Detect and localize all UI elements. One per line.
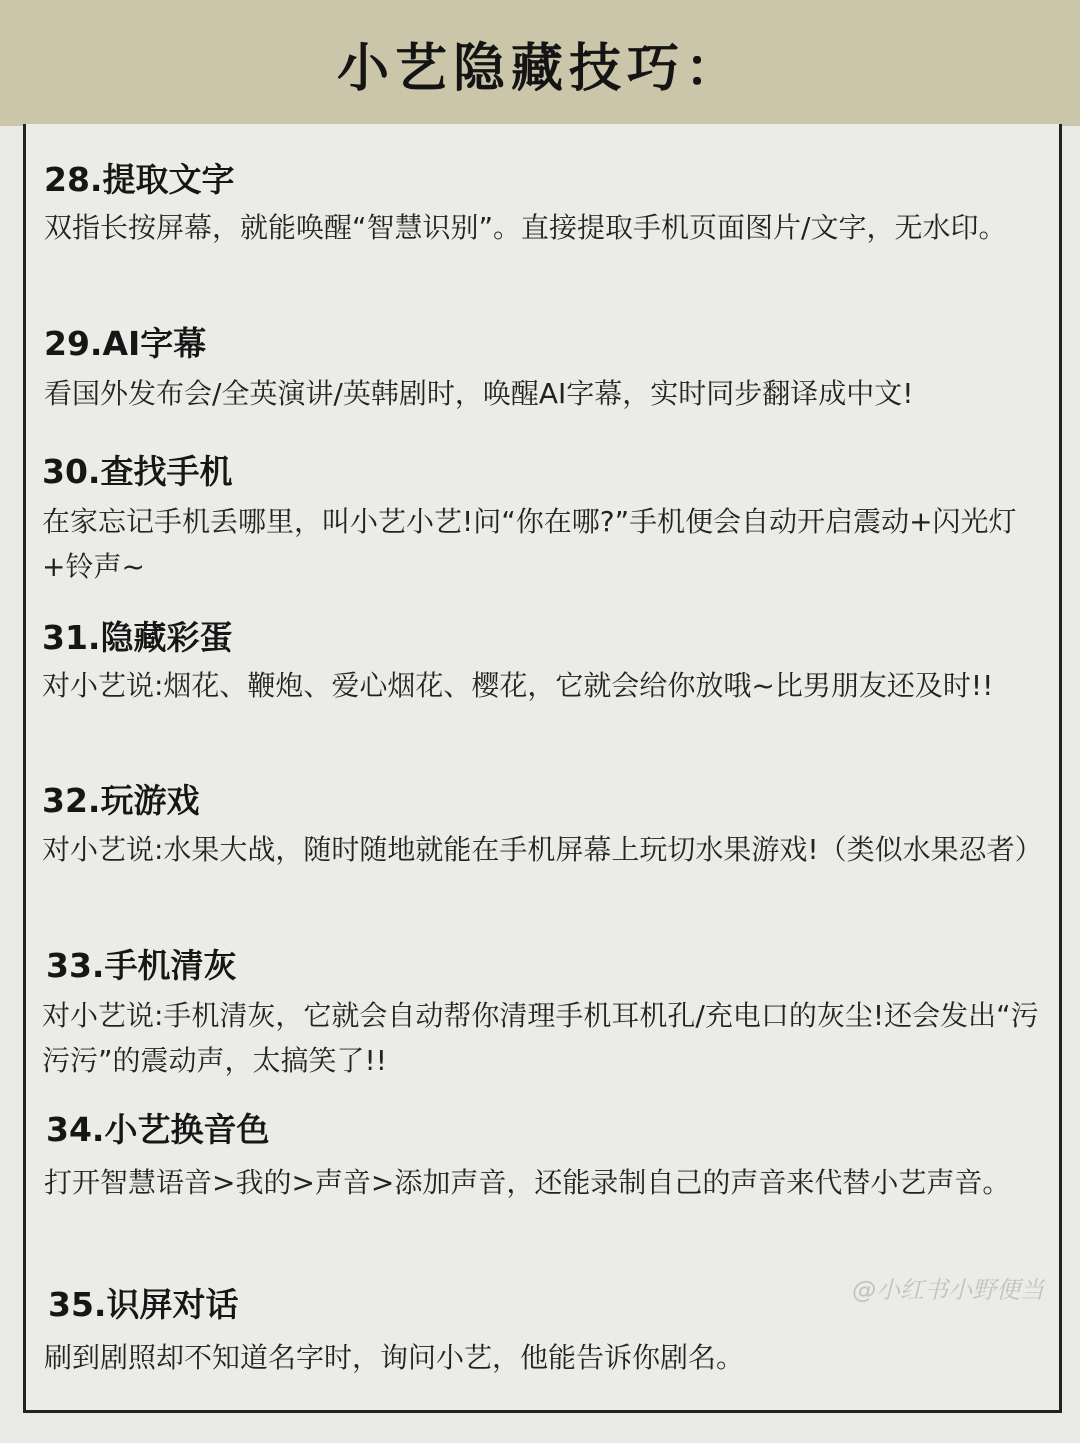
tip-body-29: 看国外发布会/全英演讲/英韩剧时，唤醒AI字幕，实时同步翻译成中文!	[44, 377, 914, 410]
tip-body-32: 对小艺说:水果大战，随时随地就能在手机屏幕上玩切水果游戏!（类似水果忍者）	[42, 833, 1043, 866]
tip-title-33: 33.手机清灰	[46, 946, 237, 985]
tip-body-35: 刷到剧照却不知道名字时，询问小艺，他能告诉你剧名。	[44, 1341, 745, 1374]
tip-title-29: 29.AI字幕	[44, 324, 207, 363]
tip-body-30: 在家忘记手机丢哪里，叫小艺小艺!问“你在哪?”手机便会自动开启震动+闪光灯+铃声~	[42, 505, 1017, 583]
tip-title-35: 35.识屏对话	[48, 1285, 239, 1324]
tip-title-31: 31.隐藏彩蛋	[42, 618, 233, 657]
tip-title-28: 28.提取文字	[44, 160, 235, 199]
page-title: 小艺隐藏技巧：	[336, 39, 743, 99]
tip-title-30: 30.查找手机	[42, 452, 233, 491]
tip-title-34: 34.小艺换音色	[46, 1110, 270, 1149]
tip-body-31: 对小艺说:烟花、鞭炮、爱心烟花、樱花，它就会给你放哦~比男朋友还及时!!	[42, 669, 994, 702]
tip-title-32: 32.玩游戏	[42, 781, 200, 820]
tip-body-28: 双指长按屏幕，就能唤醒“智慧识别”。直接提取手机页面图片/文字，无水印。	[44, 211, 1007, 244]
watermark: @小红书小野便当	[852, 1276, 1044, 1304]
tip-body-33: 对小艺说:手机清灰，它就会自动帮你清理手机耳机孔/充电口的灰尘!还会发出“污污污”的震动声，太搞笑了!!	[42, 999, 1039, 1077]
tip-body-34: 打开智慧语音>我的>声音>添加声音，还能录制自己的声音来代替小艺声音。	[44, 1166, 1011, 1199]
